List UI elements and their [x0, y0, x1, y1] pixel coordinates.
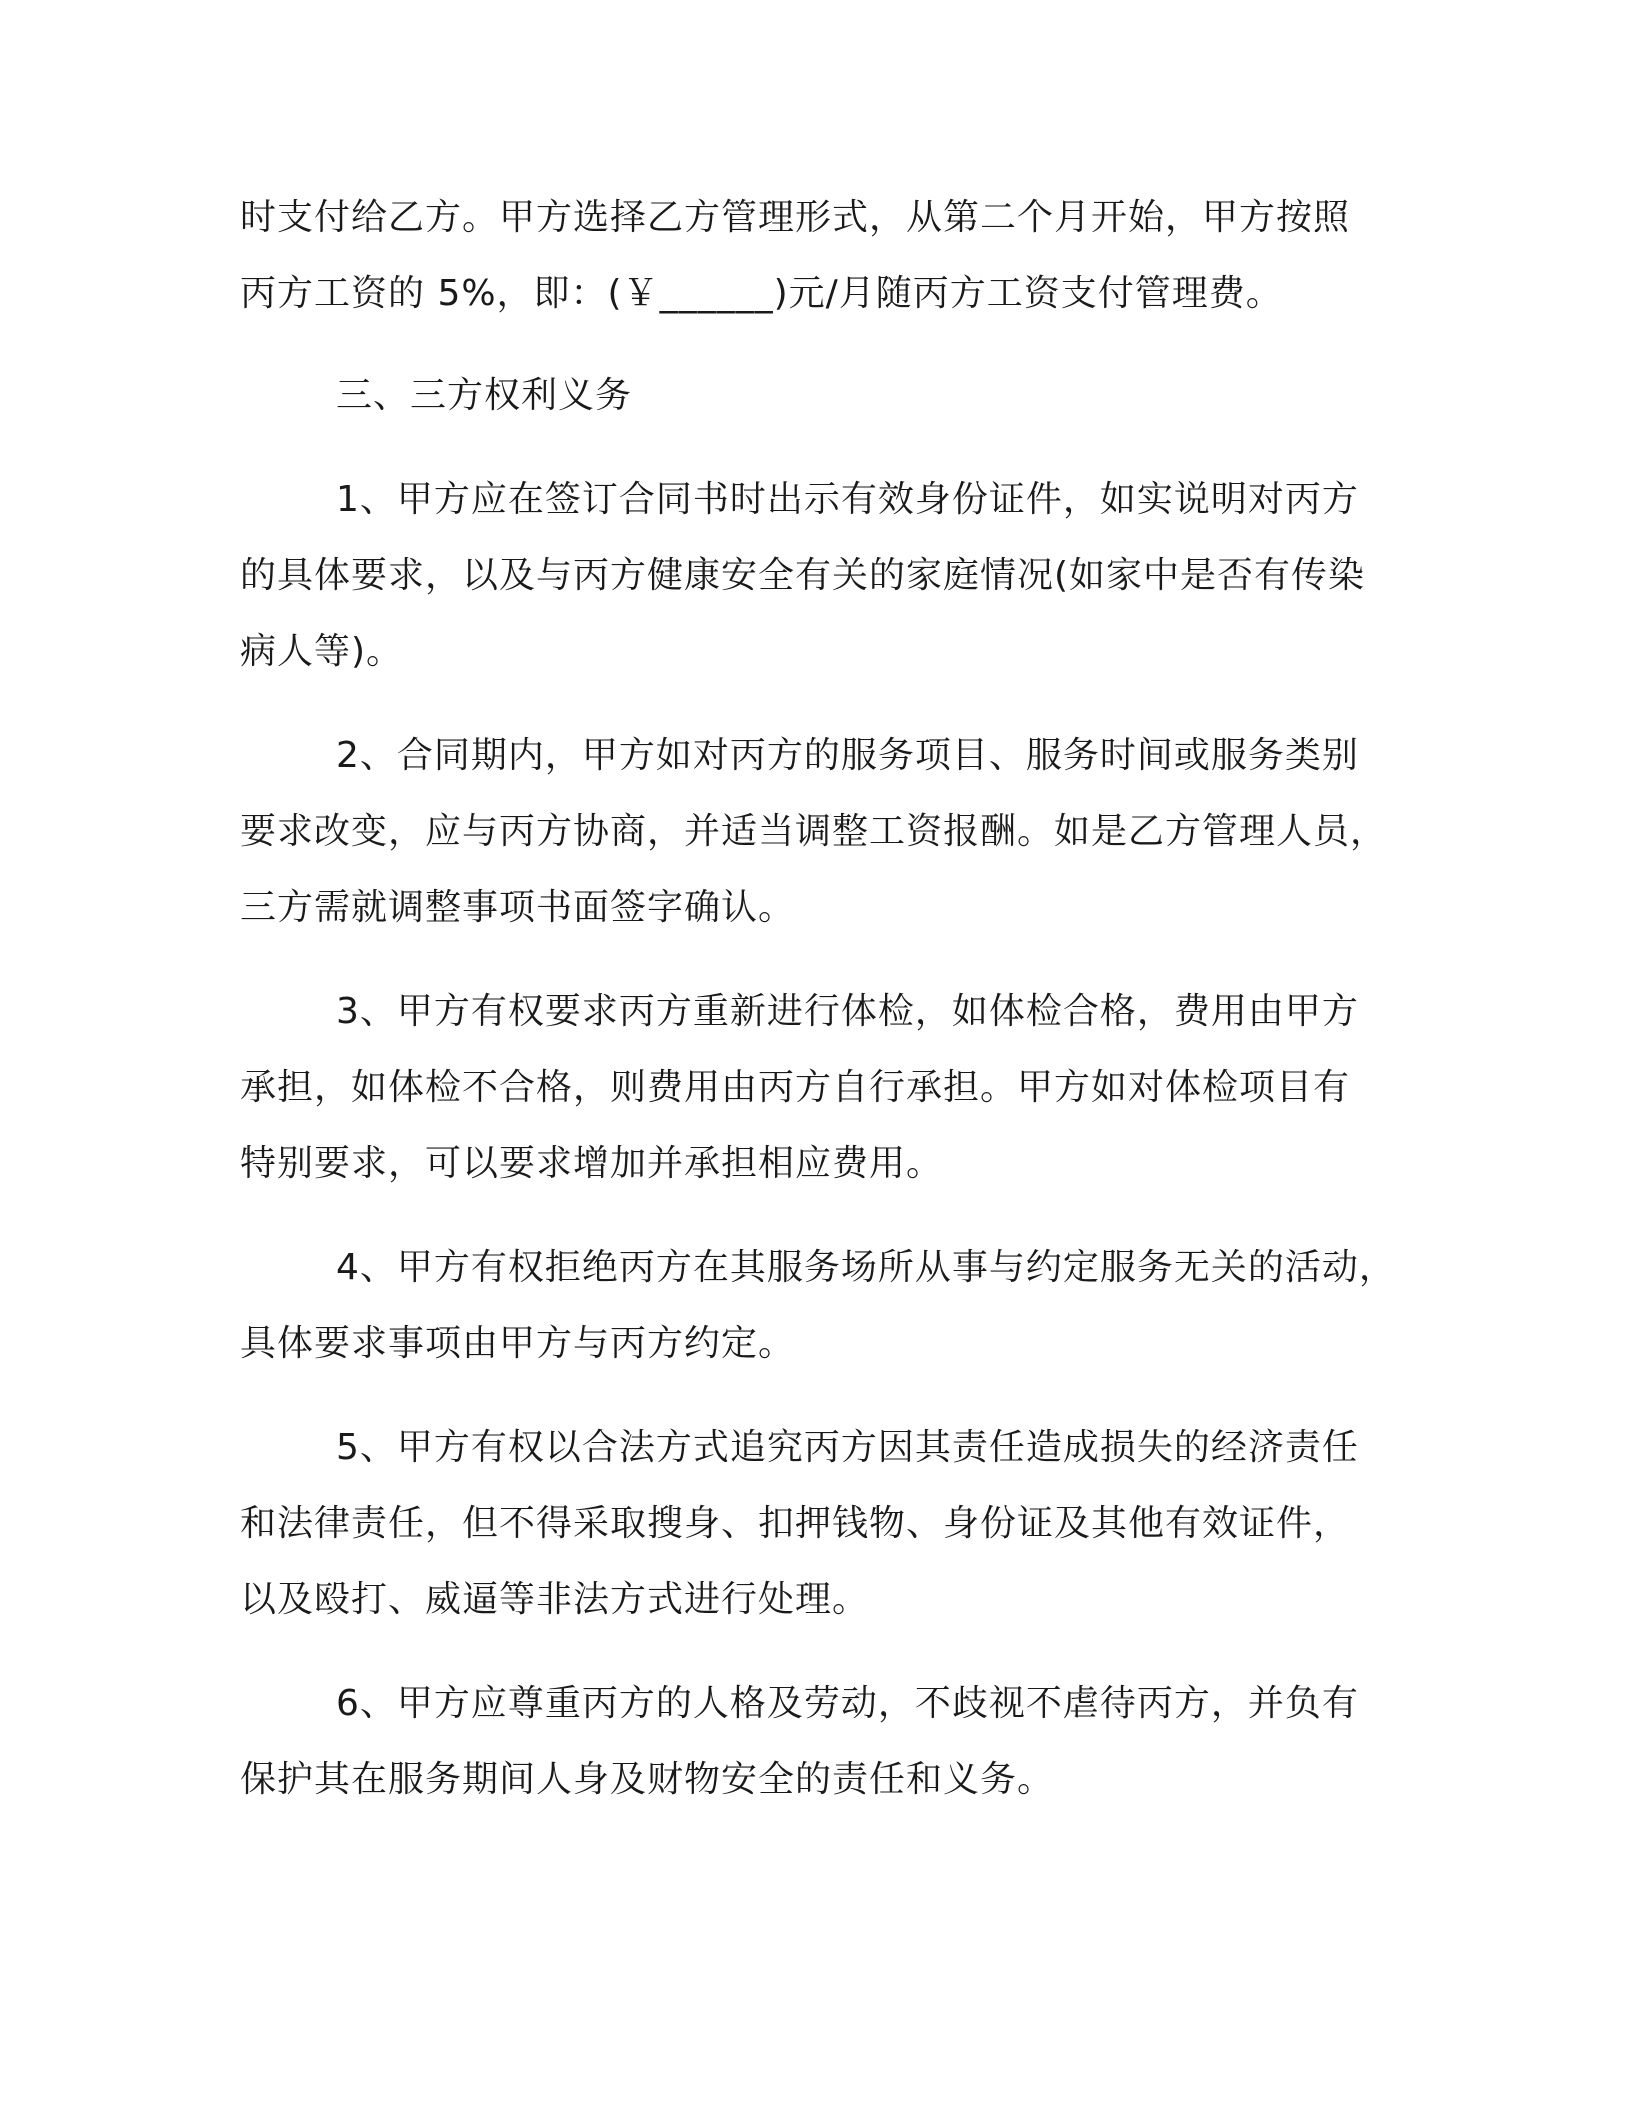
text-line: 5、甲方有权以合法方式追究丙方因其责任造成损失的经济责任: [336, 1427, 1359, 1468]
text-line: 承担，如体检不合格，则费用由丙方自行承担。甲方如对体检项目有: [240, 1067, 1351, 1108]
text-line: 三方需就调整事项书面签字确认。: [240, 887, 796, 928]
text-line: 丙方工资的 5%，即：(￥______)元/月随丙方工资支付管理费。: [240, 273, 1283, 314]
text-line: 3、甲方有权要求丙方重新进行体检，如体检合格，费用由甲方: [336, 991, 1359, 1032]
text-line: 具体要求事项由甲方与丙方约定。: [240, 1323, 796, 1364]
text-line: 时支付给乙方。甲方选择乙方管理形式，从第二个月开始，甲方按照: [240, 197, 1351, 238]
text-line: 特别要求，可以要求增加并承担相应费用。: [240, 1143, 944, 1184]
text-line: 以及殴打、威逼等非法方式进行处理。: [240, 1579, 870, 1620]
text-line: 要求改变，应与丙方协商，并适当调整工资报酬。如是乙方管理人员，: [240, 811, 1388, 852]
text-line: 和法律责任，但不得采取搜身、扣押钱物、身份证及其他有效证件，: [240, 1503, 1351, 1544]
text-line: 6、甲方应尊重丙方的人格及劳动，不歧视不虐待丙方，并负有: [336, 1683, 1359, 1724]
text-line: 的具体要求，以及与丙方健康安全有关的家庭情况(如家中是否有传染: [240, 555, 1366, 596]
text-line: 2、合同期内，甲方如对丙方的服务项目、服务时间或服务类别: [336, 735, 1359, 776]
text-line: 1、甲方应在签订合同书时出示有效身份证件，如实说明对丙方: [336, 479, 1359, 520]
text-line: 病人等)。: [240, 631, 404, 672]
section-heading: 三、三方权利义务: [336, 375, 633, 416]
text-line: 4、甲方有权拒绝丙方在其服务场所从事与约定服务无关的活动，: [336, 1247, 1396, 1288]
text-line: 保护其在服务期间人身及财物安全的责任和义务。: [240, 1759, 1055, 1800]
